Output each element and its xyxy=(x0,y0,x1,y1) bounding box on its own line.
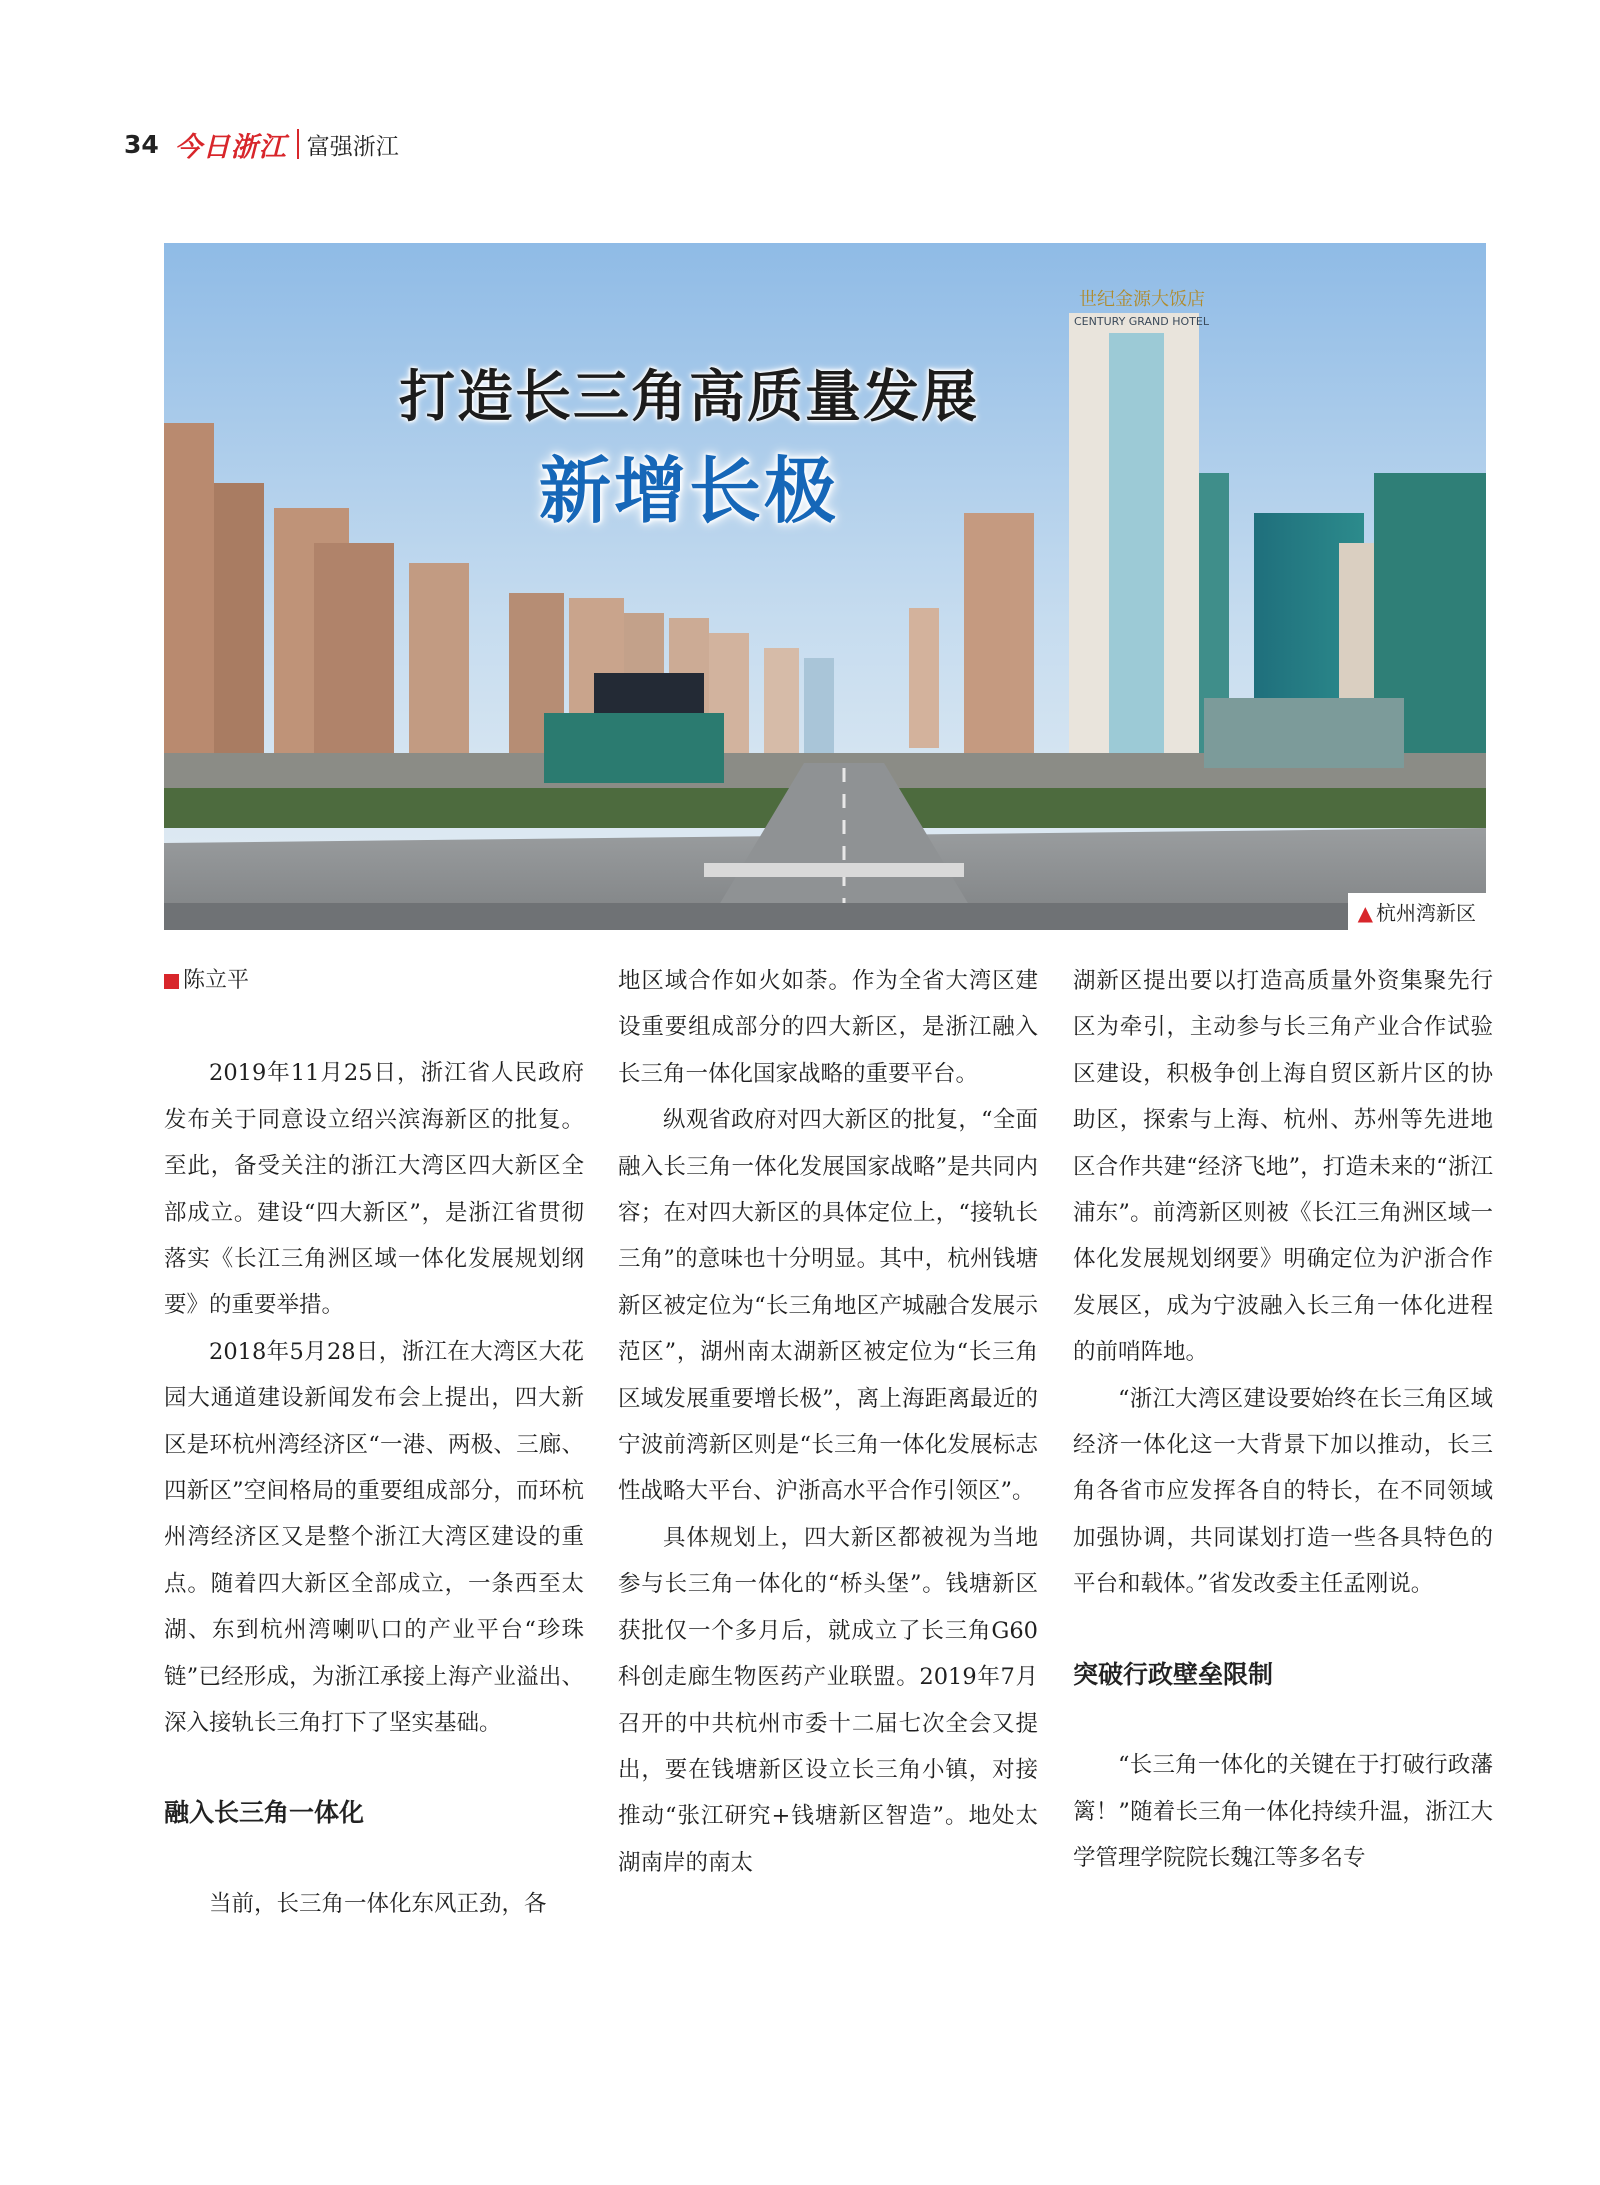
paragraph: 当前，长三角一体化东风正劲，各 xyxy=(209,1890,547,1917)
paragraph: “长三角一体化的关键在于打破行政藩篱！”随着长三角一体化持续升温，浙江大学管理学院院长魏江等多名专 xyxy=(1073,1752,1493,1871)
paragraph: 地区域合作如火如荼。作为全省大湾区建设重要组成部分的四大新区，是浙江融入长三角一体化国家战略的重要平台。 xyxy=(618,968,1038,1087)
article-column-3 xyxy=(1073,958,1493,1881)
byline xyxy=(164,958,584,1004)
hotel-sign-text-en: CENTURY GRAND HOTEL xyxy=(1074,315,1209,328)
caption-text: 杭州湾新区 xyxy=(1376,901,1476,925)
paragraph: “浙江大湾区建设要始终在长三角区域经济一体化这一大背景下加以推动，长三角各省市应发挥各自的特长，在不同领域加强协调，共同谋划打造一些各具特色的平台和载体。”省发改委主任孟刚说。 xyxy=(1073,1385,1493,1598)
hotel-sign-text: 世纪金源大饭店 xyxy=(1079,289,1205,310)
byline-marker-icon xyxy=(164,974,179,989)
article-column-2 xyxy=(618,958,1038,1886)
magazine-logo: 今日浙江 xyxy=(174,131,287,163)
caption-triangle-icon: ▲ xyxy=(1357,901,1373,925)
article-column-1 xyxy=(164,958,584,1927)
hero-subtitle: 新增长极 xyxy=(538,449,839,533)
paragraph: 纵观省政府对四大新区的批复，“全面融入长三角一体化发展国家战略”是共同内容；在对四大新区的具体定位上，“接轨长三角”的意味也十分明显。其中，杭州钱塘新区被定位为“长三角地区产城融合发展示范区”，湖州南太湖新区被定位为“长三角区域发展重要增长极”，离上海距离最近的宁波前湾新区则是“长三角一体化发展标志性战略大平台、沪浙高水平合作引领区”。 xyxy=(618,1107,1038,1505)
hero-title: 打造长三角高质量发展 xyxy=(399,364,979,430)
section-heading: 突破行政壁垒限制 xyxy=(1073,1659,1274,1689)
header-divider xyxy=(297,129,299,159)
author-name: 陈立平 xyxy=(183,968,250,993)
hero-photo xyxy=(164,243,1486,930)
city-skyline-illustration xyxy=(164,243,1486,930)
page-number: 34 xyxy=(124,129,159,159)
section-heading: 融入长三角一体化 xyxy=(164,1798,365,1828)
photo-caption xyxy=(1348,893,1486,930)
paragraph: 湖新区提出要以打造高质量外资集聚先行区为牵引，主动参与长三角产业合作试验区建设，积极争创上海自贸区新片区的协助区，探索与上海、杭州、苏州等先进地区合作共建“经济飞地”，打造未来的“浙江浦东”。前湾新区则被《长江三角洲区域一体化发展规划纲要》明确定位为沪浙合作发展区，成为宁波融入长三角一体化进程的前哨阵地。 xyxy=(1073,968,1493,1366)
paragraph: 2018年5月28日，浙江在大湾区大花园大通道建设新闻发布会上提出，四大新区是环杭州湾经济区“一港、两极、三廊、四新区”空间格局的重要组成部分，而环杭州湾经济区又是整个浙江大湾区建设的重点。随着四大新区全部成立，一条西至太湖、东到杭州湾喇叭口的产业平台“珍珠链”已经形成，为浙江承接上海产业溢出、深入接轨长三角打下了坚实基础。 xyxy=(164,1338,584,1737)
paragraph: 具体规划上，四大新区都被视为当地参与长三角一体化的“桥头堡”。钱塘新区获批仅一个多月后，就成立了长三角G60科创走廊生物医药产业联盟。2019年7月召开的中共杭州市委十二届七次全会又提出，要在钱塘新区设立长三角小镇，对接推动“张江研究+钱塘新区智造”。地处太湖南岸的南太 xyxy=(618,1524,1038,1876)
paragraph: 2019年11月25日，浙江省人民政府发布关于同意设立绍兴滨海新区的批复。至此，备受关注的浙江大湾区四大新区全部成立。建设“四大新区”，是浙江省贯彻落实《长江三角洲区域一体化发展规划纲要》的重要举措。 xyxy=(164,1060,584,1319)
section-name: 富强浙江 xyxy=(306,133,399,160)
page-header xyxy=(124,124,399,164)
